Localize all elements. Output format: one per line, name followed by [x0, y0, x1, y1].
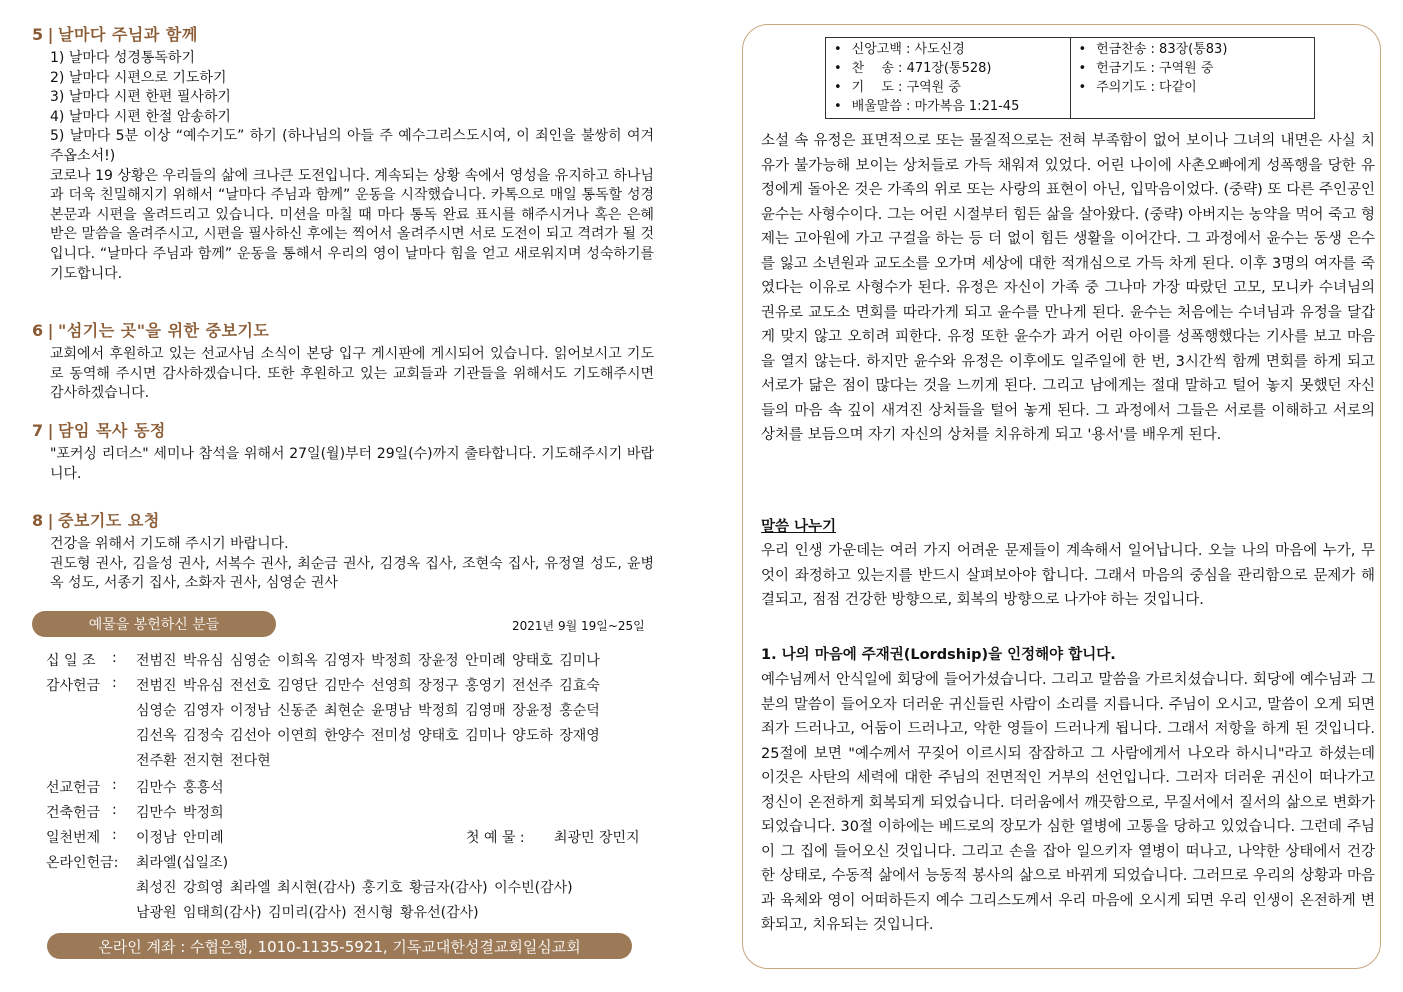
offering-names: 전주환 전지현 전다현 — [136, 753, 271, 769]
right-page — [742, 24, 1381, 969]
section-pastor-news — [32, 418, 668, 484]
section-title: 7 | 담임 목사 동정 — [32, 421, 166, 440]
list-item: 2) 날마다 시편으로 기도하기 — [50, 69, 227, 86]
worship-info-left: • 신앙고백 : 사도신경 • 찬 송 : 471장(통528) • 기 도 : 구역원 중 • 배울말씀 : 마가복음 1:21-45 — [826, 38, 1070, 118]
online-account-pill: 온라인 계좌 : 수협은행, 1010-1135-5921, 기독교대한성결교회일심교회 — [47, 933, 632, 959]
story-paragraph: 소설 속 유정은 표면적으로 또는 물질적으로는 전혀 부족함이 없어 보이나 그녀의 내면은 사실 치유가 불가능해 보이는 상처들로 가득 채워져 있었다. 어린 나이에 사촌오빠에게 성폭행을 당한 유정에게 돌아온 것은 가족의 위로 또는 사랑의 표현이 아닌, 입막음이었다. (중략) 또 다른 주인공인 윤수는 사형수이다. 그는 어린 시절부터 힘든 삶을 살아왔다. (중략) 아버지는 농약을 먹어 죽고 형제는 고아원에 가고 구걸을 하는 등 더 없이 힘든 생활을 이어간다. 그 과정에서 윤수는 동생 은수를 잃고 소년원과 교도소를 오가며 세상에 대한 적개심으로 가득 차게 된다. 이후 3명의 여자를 죽였다는 이유로 사형수가 된다. 유정은 자신이 가족 중 그나마 가장 따랐던 고모, 모니카 수녀님의 권유로 교도소 면회를 따라가게 되고 윤수를 만나게 된다. 윤수는 처음에는 수녀님과 유정을 달갑게 맞지 않고 오히려 피한다. 유정 또한 윤수가 과거 어린 아이를 성폭행했다는 기사를 보고 마음을 열지 않는다. 하지만 윤수와 유정은 이후에도 일주일에 한 번, 3시간씩 함께 면회를 하게 되고 서로가 닮은 점이 많다는 것을 느끼게 된다. 그리고 남에게는 절대 말하고 털어 놓지 못했던 자신들의 마음 속 깊이 새겨진 상처들을 털어 놓게 된다. 그 과정에서 그들은 서로를 이해하고 서로의 상처를 보듬으며 자기 자신의 상처를 치유하게 되고 '용서'를 배우게 된다. — [761, 133, 1375, 443]
list-item: 1) 날마다 성경통독하기 — [50, 50, 195, 66]
section-intercession-missions — [32, 318, 668, 404]
share-heading: 말씀 나누기 — [761, 519, 837, 535]
list-item: 5) 날마다 5분 이상 “예수기도” 하기 (하나님의 아들 주 예수그리스도시여, 이 죄인을 불쌍히 여겨주옵소서!) — [50, 128, 654, 164]
section-body: "포커싱 리더스" 세미나 참석을 위해서 27일(월)부터 29일(수)까지 출타합니다. 기도해주시기 바랍니다. — [50, 446, 654, 482]
first-offering-names: 최광민 장민지 — [554, 830, 640, 846]
offering-names: 심영순 김영자 이정남 신동준 최현순 윤명남 박정희 김영매 장윤정 홍순덕 — [136, 703, 600, 719]
section-body: 교회에서 후원하고 있는 선교사님 소식이 본당 입구 게시판에 게시되어 있습니다. 읽어보시고 기도로 동역해 주시면 감사하겠습니다. 또한 후원하고 있는 교회들과 기관들을 위해서도 기도해주시면 감사하겠습니다. — [50, 346, 654, 402]
section-title: 5 | 날마다 주님과 함께 — [32, 25, 198, 44]
section-title: 8 | 중보기도 요청 — [32, 511, 160, 530]
list-item: 3) 날마다 시편 한편 필사하기 — [50, 89, 231, 106]
section-daily-with-lord — [32, 22, 668, 284]
section-prayer-request — [32, 508, 668, 594]
offering-names: 김선옥 김정숙 김선아 이연희 한양수 전미성 양태호 김미나 양도하 장재영 — [136, 728, 600, 744]
offering-names: 최성진 강희영 최라엘 최시현(감사) 홍기호 황금자(감사) 이수빈(감사) — [136, 880, 573, 896]
offering-names: 남광원 임태희(감사) 김미리(감사) 전시형 황유선(감사) — [136, 905, 479, 921]
offering-header-pill: 예물을 봉헌하신 분들 — [32, 611, 276, 637]
section-title: 6 | "섬기는 곳"을 위한 중보기도 — [32, 321, 270, 340]
point-heading: 1. 나의 마음에 주재권(Lordship)을 인정해야 합니다. — [761, 647, 1116, 663]
first-offering-label: 첫 예 물 : — [466, 830, 525, 846]
worship-info-box — [825, 37, 1315, 119]
section-body: 건강을 위해서 기도해 주시기 바랍니다. 권도형 권사, 김을성 권사, 서복수 권사, 최순금 권사, 김경옥 집사, 조현숙 집사, 유정열 성도, 윤병옥 성도, 서종기 집사, 소화자 권사, 심영순 권사 — [50, 536, 654, 592]
worship-info-right: • 헌금찬송 : 83장(통83) • 헌금기도 : 구역원 중 • 주의기도 : 다같이 — [1070, 38, 1315, 118]
share-paragraph: 우리 인생 가운데는 여러 가지 어려운 문제들이 계속해서 일어납니다. 오늘 나의 마음에 누가, 무엇이 좌정하고 있는지를 반드시 살펴보아야 합니다. 그래서 마음의 중심을 관리함으로 문제가 해결되고, 점점 건강한 방향으로, 회복의 방향으로 나가야 하는 것입니다. — [761, 543, 1375, 608]
point-paragraph: 예수님께서 안식일에 회당에 들어가셨습니다. 그리고 말씀을 가르치셨습니다. 회당에 예수님과 그분의 말씀이 들어오자 더러운 귀신들린 사람이 소리를 지릅니다. 주님이 오시고, 말씀이 오게 되면 죄가 드러나고, 어둠이 드러나고, 악한 영들이 드러나게 됩니다. 그래서 저항을 하게 된 것입니다. 25절에 보면 "예수께서 꾸짖어 이르시되 잠잠하고 그 사람에게서 나오라 하시니"라고 하셨는데 이것은 사탄의 세력에 대한 주님의 전면적인 거부의 선언입니다. 그러자 더러운 귀신이 떠나가고 정신이 온전하게 회복되게 되었습니다. 더러움에서 깨끗함으로, 무질서에서 질서의 삶으로 변화가 되었습니다. 30절 이하에는 베드로의 장모가 심한 열병에 고통을 당하고 있었습니다. 그런데 주님이 그 집에 들어오신 것입니다. 그리고 손을 잡아 일으키자 열병이 떠나고, 나약한 상태에서 건강한 상태로, 수동적 삶에서 능동적 봉사의 삶으로 바뀌게 되었습니다. 그러므로 우리의 상황과 마음과 육체와 영이 어떠하든지 예수 그리스도께서 우리 마음에 오시게 되면 우리 인생이 온전하게 변화되고, 치유되는 것입니다. — [761, 672, 1375, 933]
list-item: 4) 날마다 시편 한절 암송하기 — [50, 108, 231, 125]
section-body — [50, 49, 654, 284]
offering-date: 2021년 9월 19일~25일 — [512, 619, 645, 633]
paragraph: 코로나 19 상황은 우리들의 삶에 크나큰 도전입니다. 계속되는 상황 속에서 영성을 유지하고 하나님과 더욱 친밀해지기 위해서 “날마다 주님과 함께” 운동을 시작했습니다. 카톡으로 매일 통독할 성경 본문과 시편을 올려드리고 있습니다. 미션을 마칠 때 마다 통독 완료 표시를 해주시거나 혹은 은혜 받은 말씀을 올려주시고, 시편을 필사하신 후에는 찍어서 올려주시면 서로 도전이 되고 격려가 될 것입니다. “날마다 주님과 함께” 운동을 통해서 우리의 영이 날마다 힘을 얻고 새로워지며 성숙하기를 기도합니다. — [50, 167, 654, 282]
